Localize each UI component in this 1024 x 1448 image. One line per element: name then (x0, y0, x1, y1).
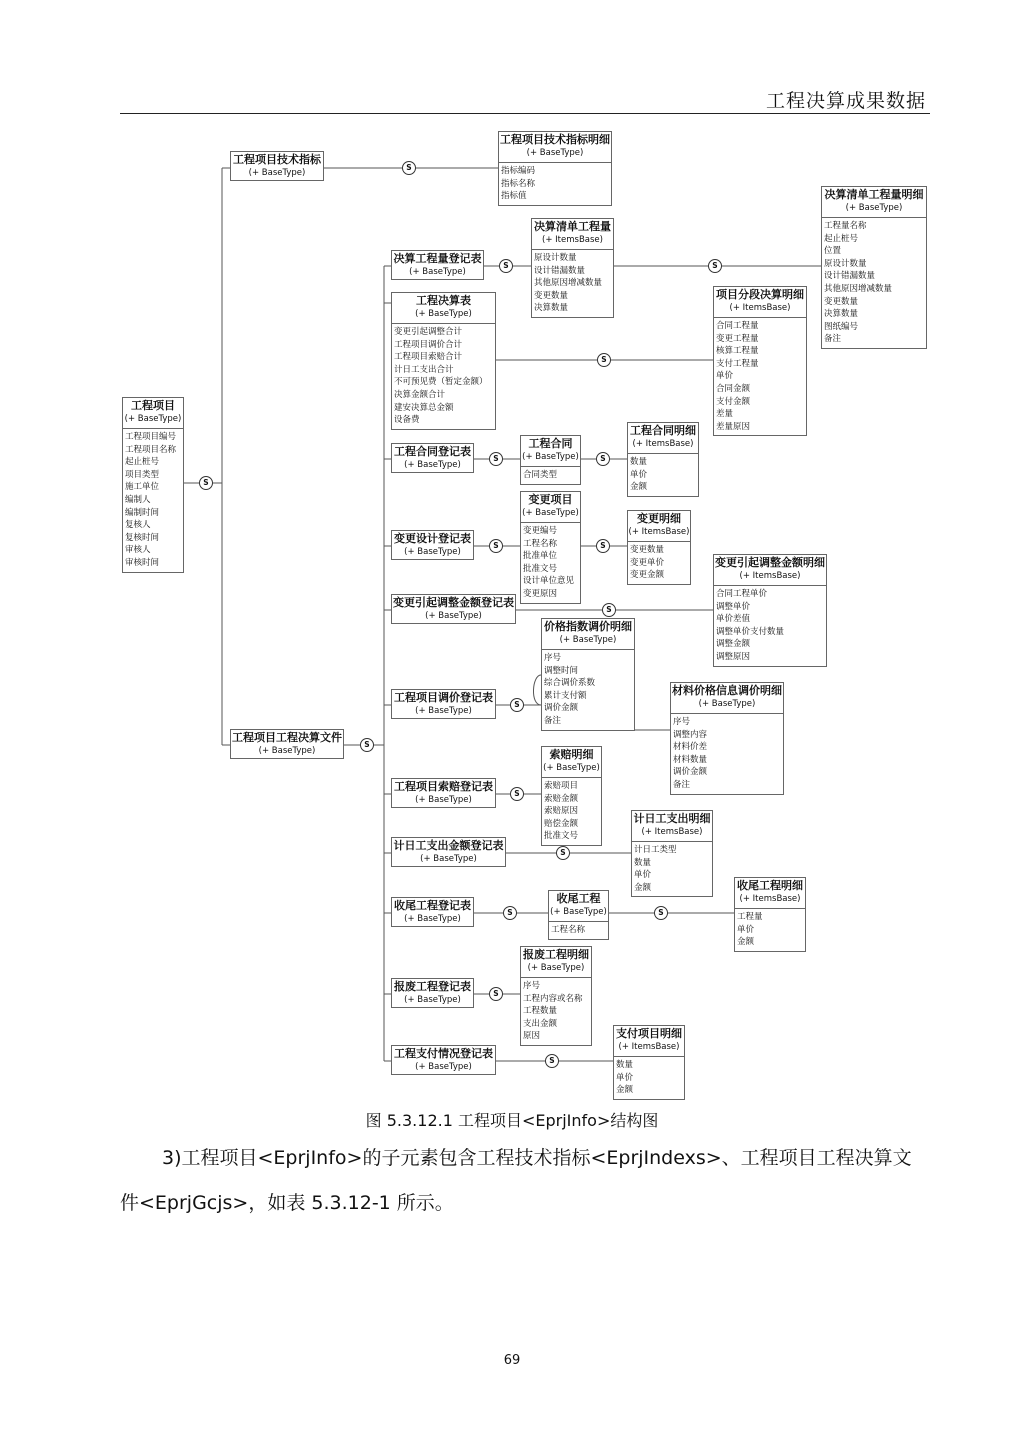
entity-box-pay-reg: 工程支付情况登记表 (+ BaseType) (391, 1045, 496, 1075)
entity-box-root: 工程项目 (+ BaseType) 工程项目编号 工程项目名称 起止桩号 项目类型 施工单位 编制人 编制时间 复核人 复核时间 审核人 审核时间 (122, 397, 184, 573)
entity-box-scrap-reg: 报废工程登记表 (+ BaseType) (391, 978, 474, 1008)
sequence-icon: S (545, 1054, 559, 1068)
entity-box-settle: 工程决算表 (+ BaseType) 变更引起调整合计 工程项目调价合计 工程项目索赔合计 计日工支出合计 不可预见费（暂定金额） 决算金额合计 建安决算总金额 设备费 (391, 292, 496, 430)
sequence-icon: S (596, 452, 610, 466)
entity-box-material: 材料价格信息调价明细 (+ BaseType) 序号 调整内容 材料价差 材料数量 调价金额 备注 (670, 682, 784, 795)
entity-box-price-reg: 工程项目调价登记表 (+ BaseType) (391, 689, 496, 719)
entity-box-tail-detail: 收尾工程明细 (+ ItemsBase) 工程量 单价 金额 (734, 877, 806, 952)
entity-box-daywork-reg: 计日工支出金额登记表 (+ BaseType) (391, 837, 506, 867)
entity-box-index-detail: 工程项目技术指标明细 (+ BaseType) 指标编码 指标名称 指标值 (498, 131, 612, 206)
sequence-icon: S (556, 846, 570, 860)
entity-box-tail-reg: 收尾工程登记表 (+ BaseType) (391, 897, 474, 927)
entity-box-adj-detail: 变更引起调整金额明细 (+ ItemsBase) 合同工程单价 调整单价 单价差值 调整单价支付数量 调整金额 调整原因 (713, 554, 827, 667)
sequence-icon: S (510, 698, 524, 712)
entity-box-contract: 工程合同 (+ BaseType) 合同类型 (520, 435, 581, 485)
entity-box-indexes: 工程项目技术指标 (+ BaseType) (230, 151, 324, 181)
entity-box-qty-list-detail: 决算清单工程量明细 (+ BaseType) 工程量名称 起止桩号 位置 原设计数量 设计错漏数量 其他原因增减数量 变更数量 决算数量 图纸编号 备注 (821, 186, 927, 349)
figure-caption: 图 5.3.12.1 工程项目<EprjInfo>结构图 (365, 1111, 659, 1130)
sequence-icon: S (199, 476, 213, 490)
sequence-icon: S (654, 906, 668, 920)
entity-box-daywork-detail: 计日工支出明细 (+ ItemsBase) 计日工类型 数量 单价 金额 (631, 810, 713, 897)
sequence-icon: S (489, 452, 503, 466)
entity-box-contract-reg: 工程合同登记表 (+ BaseType) (391, 443, 474, 473)
page-number: 69 (503, 1353, 521, 1368)
sequence-icon: S (360, 738, 374, 752)
sequence-icon: S (489, 539, 503, 553)
entity-box-change-detail: 变更明细 (+ ItemsBase) 变更数量 变更单价 变更金额 (627, 510, 691, 585)
entity-box-contract-detail: 工程合同明细 (+ ItemsBase) 数量 单价 金额 (627, 422, 699, 497)
entity-box-scrap-detail: 报废工程明细 (+ BaseType) 序号 工程内容或名称 工程数量 支出金额 原因 (520, 946, 592, 1046)
entity-box-gcjs: 工程项目工程决算文件 (+ BaseType) (230, 729, 344, 759)
entity-box-pay-detail: 支付项目明细 (+ ItemsBase) 数量 单价 金额 (613, 1025, 685, 1100)
entity-box-price-index: 价格指数调价明细 (+ BaseType) 序号 调整时间 综合调价系数 累计支付额 调价金额 备注 (541, 618, 635, 731)
entity-box-adj-reg: 变更引起调整金额登记表 (+ BaseType) (391, 594, 516, 624)
sequence-icon: S (402, 161, 416, 175)
entity-box-qty-reg: 决算工程量登记表 (+ BaseType) (391, 250, 484, 280)
entity-box-seg-detail: 项目分段决算明细 (+ ItemsBase) 合同工程量 变更工程量 核算工程量 支付工程量 单价 合同金额 支付金额 差量 差量原因 (713, 286, 807, 436)
root-attrs: 工程项目编号 工程项目名称 起止桩号 项目类型 施工单位 编制人 编制时间 复核人 复核时间 审核人 审核时间 (123, 428, 183, 572)
sequence-icon: S (499, 259, 513, 273)
entity-box-claim-detail: 索赔明细 (+ BaseType) 索赔项目 索赔金额 索赔原因 赔偿金额 批准文号 (541, 746, 602, 846)
page-header-title: 工程决算成果数据 (765, 90, 926, 112)
sequence-icon: S (503, 906, 517, 920)
body-paragraph: 3)工程项目<EprjInfo>的子元素包含工程技术指标<EprjIndexs>、工程项目工程决算文件<EprjGcjs>，如表 5.3.12-1 所示。 (120, 1147, 912, 1214)
sequence-icon: S (597, 353, 611, 367)
entity-box-qty-list: 决算清单工程量 (+ ItemsBase) 原设计数量 设计错漏数量 其他原因增减数量 变更数量 决算数量 (531, 218, 614, 318)
entity-box-change-item: 变更项目 (+ BaseType) 变更编号 工程名称 批准单位 批准文号 设计单位意见 变更原因 (520, 491, 581, 604)
entity-box-tail: 收尾工程 (+ BaseType) 工程名称 (548, 890, 609, 940)
sequence-icon: S (596, 539, 610, 553)
sequence-icon: S (602, 603, 616, 617)
entity-box-change-reg: 变更设计登记表 (+ BaseType) (391, 530, 474, 560)
sequence-icon: S (708, 259, 722, 273)
entity-box-claim-reg: 工程项目索赔登记表 (+ BaseType) (391, 778, 496, 808)
sequence-icon: S (489, 987, 503, 1001)
sequence-icon: S (510, 787, 524, 801)
